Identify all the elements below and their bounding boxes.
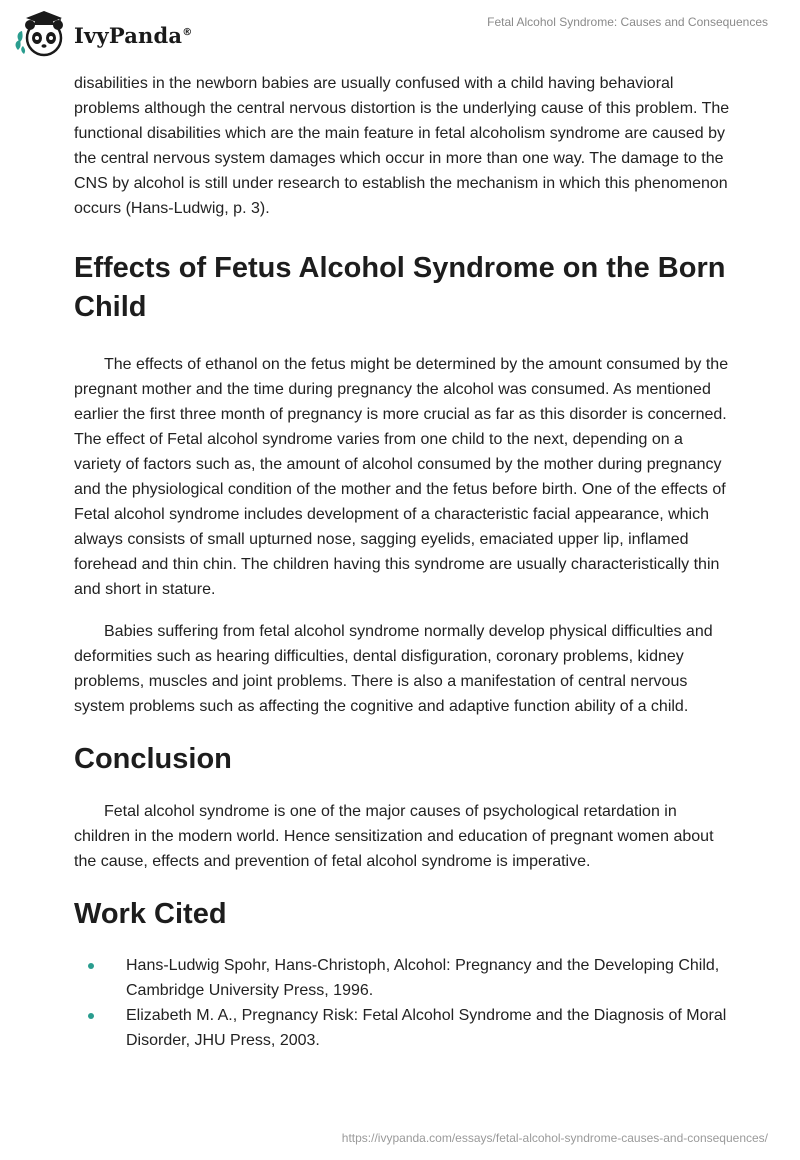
citation-item	[74, 953, 734, 1003]
bullet-icon	[88, 963, 94, 969]
citation-text: Elizabeth M. A., Pregnancy Risk: Fetal Alcohol Syndrome and the Diagnosis of Moral Disorder, JHU Press, 2003.	[126, 1007, 727, 1049]
heading-effects: Effects of Fetus Alcohol Syndrome on the Born Child	[74, 252, 726, 323]
ivypanda-logo[interactable]	[14, 8, 192, 60]
citation-list	[74, 953, 734, 1053]
essay-content	[74, 71, 734, 1053]
logo-wordmark: IvyPanda®	[74, 22, 193, 48]
paragraph-effects-2: Babies suffering from fetal alcohol syndrome normally develop physical difficulties and deformities such as hearing difficulties, dental disfiguration, coronary problems, kidney problems, muscles and joint problems. There is also a manifestation of central nervous system problems such as affecting the cognitive and adaptive function ability of a child.	[74, 623, 713, 715]
panda-logo-icon	[14, 8, 70, 60]
page-header	[0, 0, 800, 66]
document-title: Fetal Alcohol Syndrome: Causes and Consequences	[487, 15, 768, 29]
paragraph-intro: disabilities in the newborn babies are usually confused with a child having behavioral problems although the central nervous distortion is the underlying cause of this problem. The functional disabilities which are the main feature in fetal alcoholism syndrome are caused by the central nervous system damages which occur in more than one way. The damage to the CNS by alcohol is still under research to establish the mechanism in which this phenomenon occurs (Hans-Ludwig, p. 3).	[74, 75, 730, 217]
heading-conclusion: Conclusion	[74, 743, 232, 775]
paragraph-conclusion: Fetal alcohol syndrome is one of the major causes of psychological retardation in children in the modern world. Hence sensitization and education of pregnant women about the cause, effects and prevention of fetal alcohol syndrome is imperative.	[74, 803, 714, 870]
heading-work-cited: Work Cited	[74, 898, 227, 930]
paragraph-effects-1: The effects of ethanol on the fetus might be determined by the amount consumed by the pregnant mother and the time during pregnancy the alcohol was consumed. As mentioned earlier the first three month of pregnancy is more crucial as far as this disorder is concerned. The effect of Fetal alcohol syndrome varies from one child to the next, depending on a variety of factors such as, the amount of alcohol consumed by the mother during pregnancy and the physiological condition of the mother and the fetus before birth. One of the effects of Fetal alcohol syndrome includes development of a characteristic facial appearance, which always consists of small upturned nose, sagging eyelids, emaciated upper lip, inflamed forehead and thin chin. The children having this syndrome are usually characteristically thin and short in stature.	[74, 356, 729, 598]
citation-item	[74, 1003, 734, 1053]
bullet-icon	[88, 1013, 94, 1019]
citation-text: Hans-Ludwig Spohr, Hans-Christoph, Alcohol: Pregnancy and the Developing Child, Cambridge University Press, 1996.	[126, 957, 720, 999]
source-url-link[interactable]: https://ivypanda.com/essays/fetal-alcohol-syndrome-causes-and-consequences/	[341, 1131, 768, 1145]
